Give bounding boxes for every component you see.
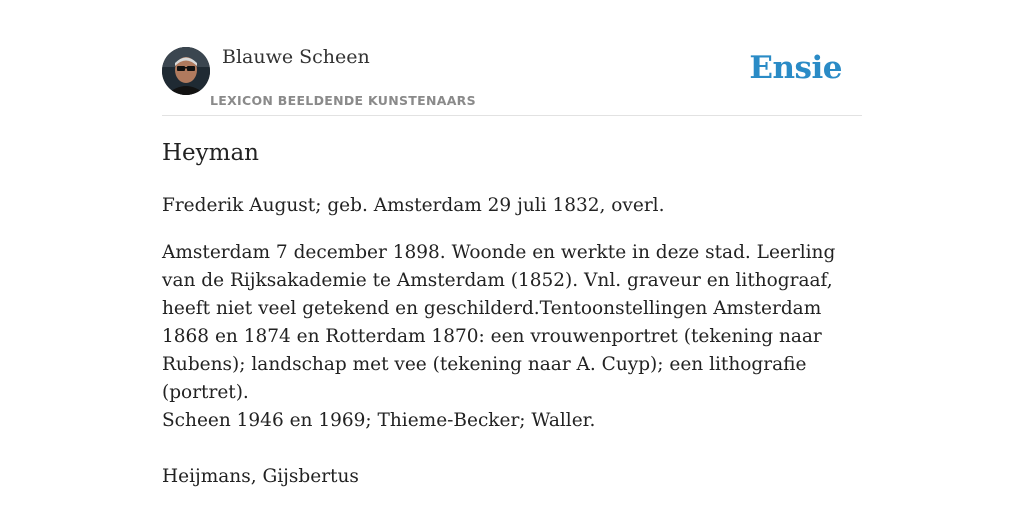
- article-title: Heyman: [162, 140, 259, 166]
- page-container: [162, 0, 862, 512]
- article-paragraph: Scheen 1946 en 1969; Thieme-Becker; Waller.: [162, 410, 596, 431]
- collection-label[interactable]: LEXICON BEELDENDE KUNSTENAARS: [210, 93, 476, 108]
- author-name[interactable]: Blauwe Scheen: [222, 46, 370, 68]
- article-paragraph: Heijmans, Gijsbertus: [162, 466, 359, 487]
- author-avatar[interactable]: [162, 47, 210, 95]
- article-paragraph: Amsterdam 7 december 1898. Woonde en werkte in deze stad. Leerling van de Rijksakademie te Amsterdam (1852). Vnl. graveur en lithograaf, heeft niet veel getekend en geschilderd.Tentoonstellingen Amsterdam 1868 en 1874 en Rotterdam 1870: een vrouwenportret (tekening naar Rubens); landschap met vee (tekening naar A. Cuyp); een lithografie (portret).: [162, 242, 836, 403]
- article-paragraph: Frederik August; geb. Amsterdam 29 juli 1832, overl.: [162, 195, 665, 216]
- avatar-image: [162, 47, 210, 95]
- article-header: [162, 0, 862, 116]
- ensie-logo[interactable]: Ensie: [749, 50, 842, 86]
